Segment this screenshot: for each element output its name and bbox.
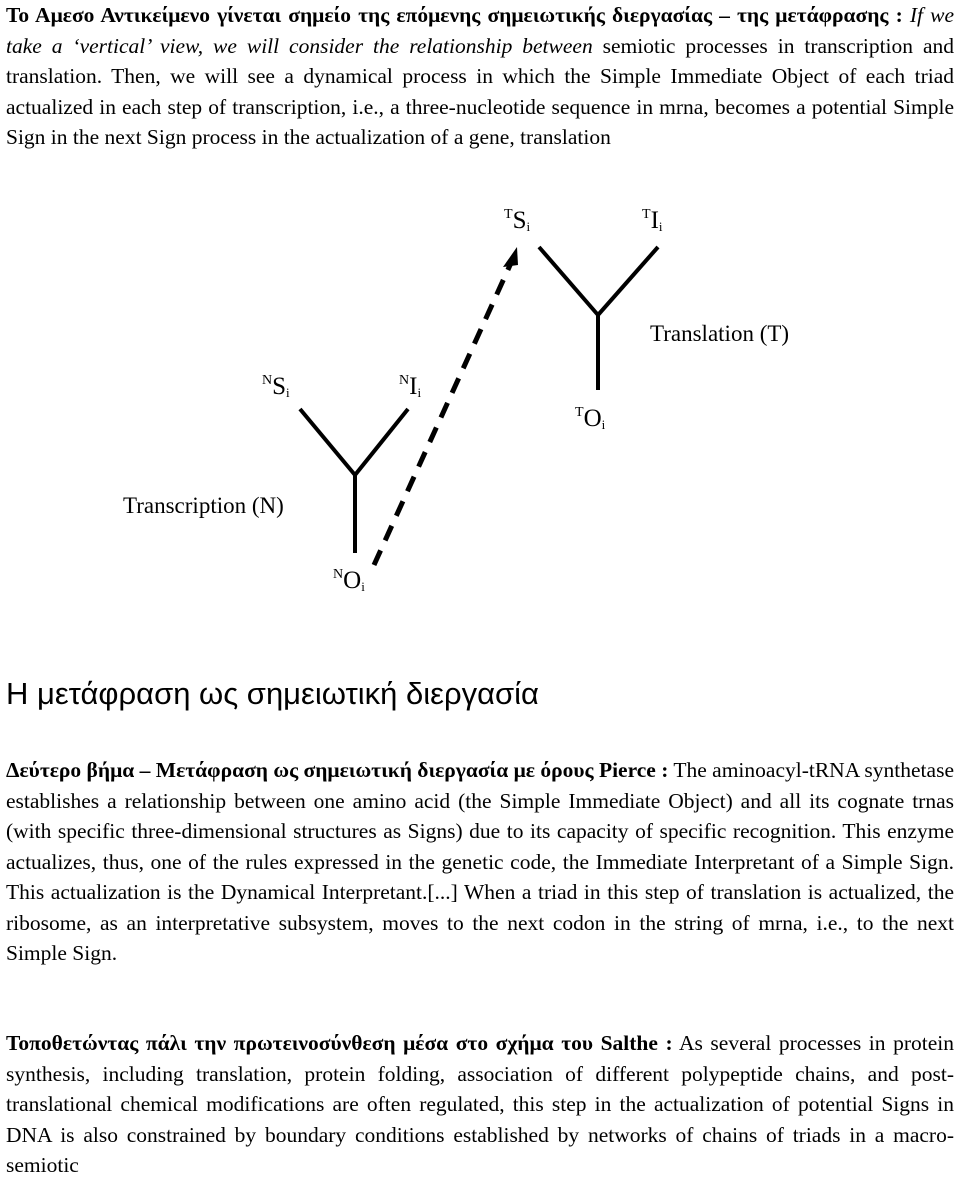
semiotic-triads-diagram [6, 195, 954, 635]
arrow-head-icon [503, 247, 518, 267]
second-step-body: The aminoacyl-tRNA synthetase establishes a relationship between one amino acid (the Simple Immediate Object) and all its cognate trnas (with specific three-dimensional structures as Signs) due to its capacity of specific recognition. This enzyme actualizes, thus, one of the rules expressed in the genetic code, the Immediate Interpretant of a Simple Sign. This actualization is the Dynamical Interpretant.[...] When a triad in this step of translation is actualized, the ribosome, as an interpretative subsystem, moves to the next codon in the string of mrna, i.e., to the next Simple Sign. [6, 758, 954, 965]
transcription-right-arm [355, 409, 408, 475]
label-ti: TIi [642, 207, 663, 234]
label-ni: NIi [399, 373, 422, 400]
salthe-lead: Τοποθετώντας πάλι την πρωτεινοσύνθεση μέσα στο σχήμα του Salthe : [6, 1031, 673, 1055]
translation-caption: Translation (T) [650, 321, 790, 346]
salthe-body: As several processes in protein synthesis, including translation, protein folding, association of different polypeptide chains, and post-translational chemical modifications are often regulated, this step in the actualization of potential Signs in DNA is also constrained by boundary conditions established by networks of chains of triads in a macro-semiotic [6, 1031, 954, 1177]
intro-lead: Το Αμεσο Αντικείμενο γίνεται σημείο της επόμενης σημειωτικής διεργασίας – της μετάφρασης : [6, 3, 903, 27]
intro-body: semiotic processes in transcription and translation. Then, we will see a dynamical process in which the Simple Immediate Object of each triad actualized in each step of transcription, i.e., a three-nucleotide sequence in mrna, becomes a potential Simple Sign in the next Sign process in the actualization of a gene, translation [6, 33, 955, 149]
intro-paragraph [6, 0, 954, 153]
translation-right-arm [598, 247, 658, 315]
label-ns: NSi [262, 373, 290, 400]
second-step-lead: Δεύτερο βήμα – Μετάφραση ως σημειωτική διεργασία με όρους Pierce : [6, 758, 669, 782]
transcription-left-arm [300, 409, 355, 475]
label-ts: TSi [504, 207, 531, 234]
salthe-paragraph [6, 1028, 954, 1181]
label-no: NOi [333, 567, 365, 594]
transcription-caption: Transcription (N) [123, 493, 284, 518]
section-heading: Η μετάφραση ως σημειωτική διεργασία [6, 676, 539, 711]
intro-italic: If we take a ‘vertical’ view, we will consider the relationship between [6, 3, 954, 58]
label-to: TOi [575, 405, 606, 432]
second-step-paragraph [6, 755, 954, 969]
translation-left-arm [539, 247, 598, 315]
triads-lines [6, 195, 954, 635]
dashed-arrow-line [374, 263, 511, 565]
